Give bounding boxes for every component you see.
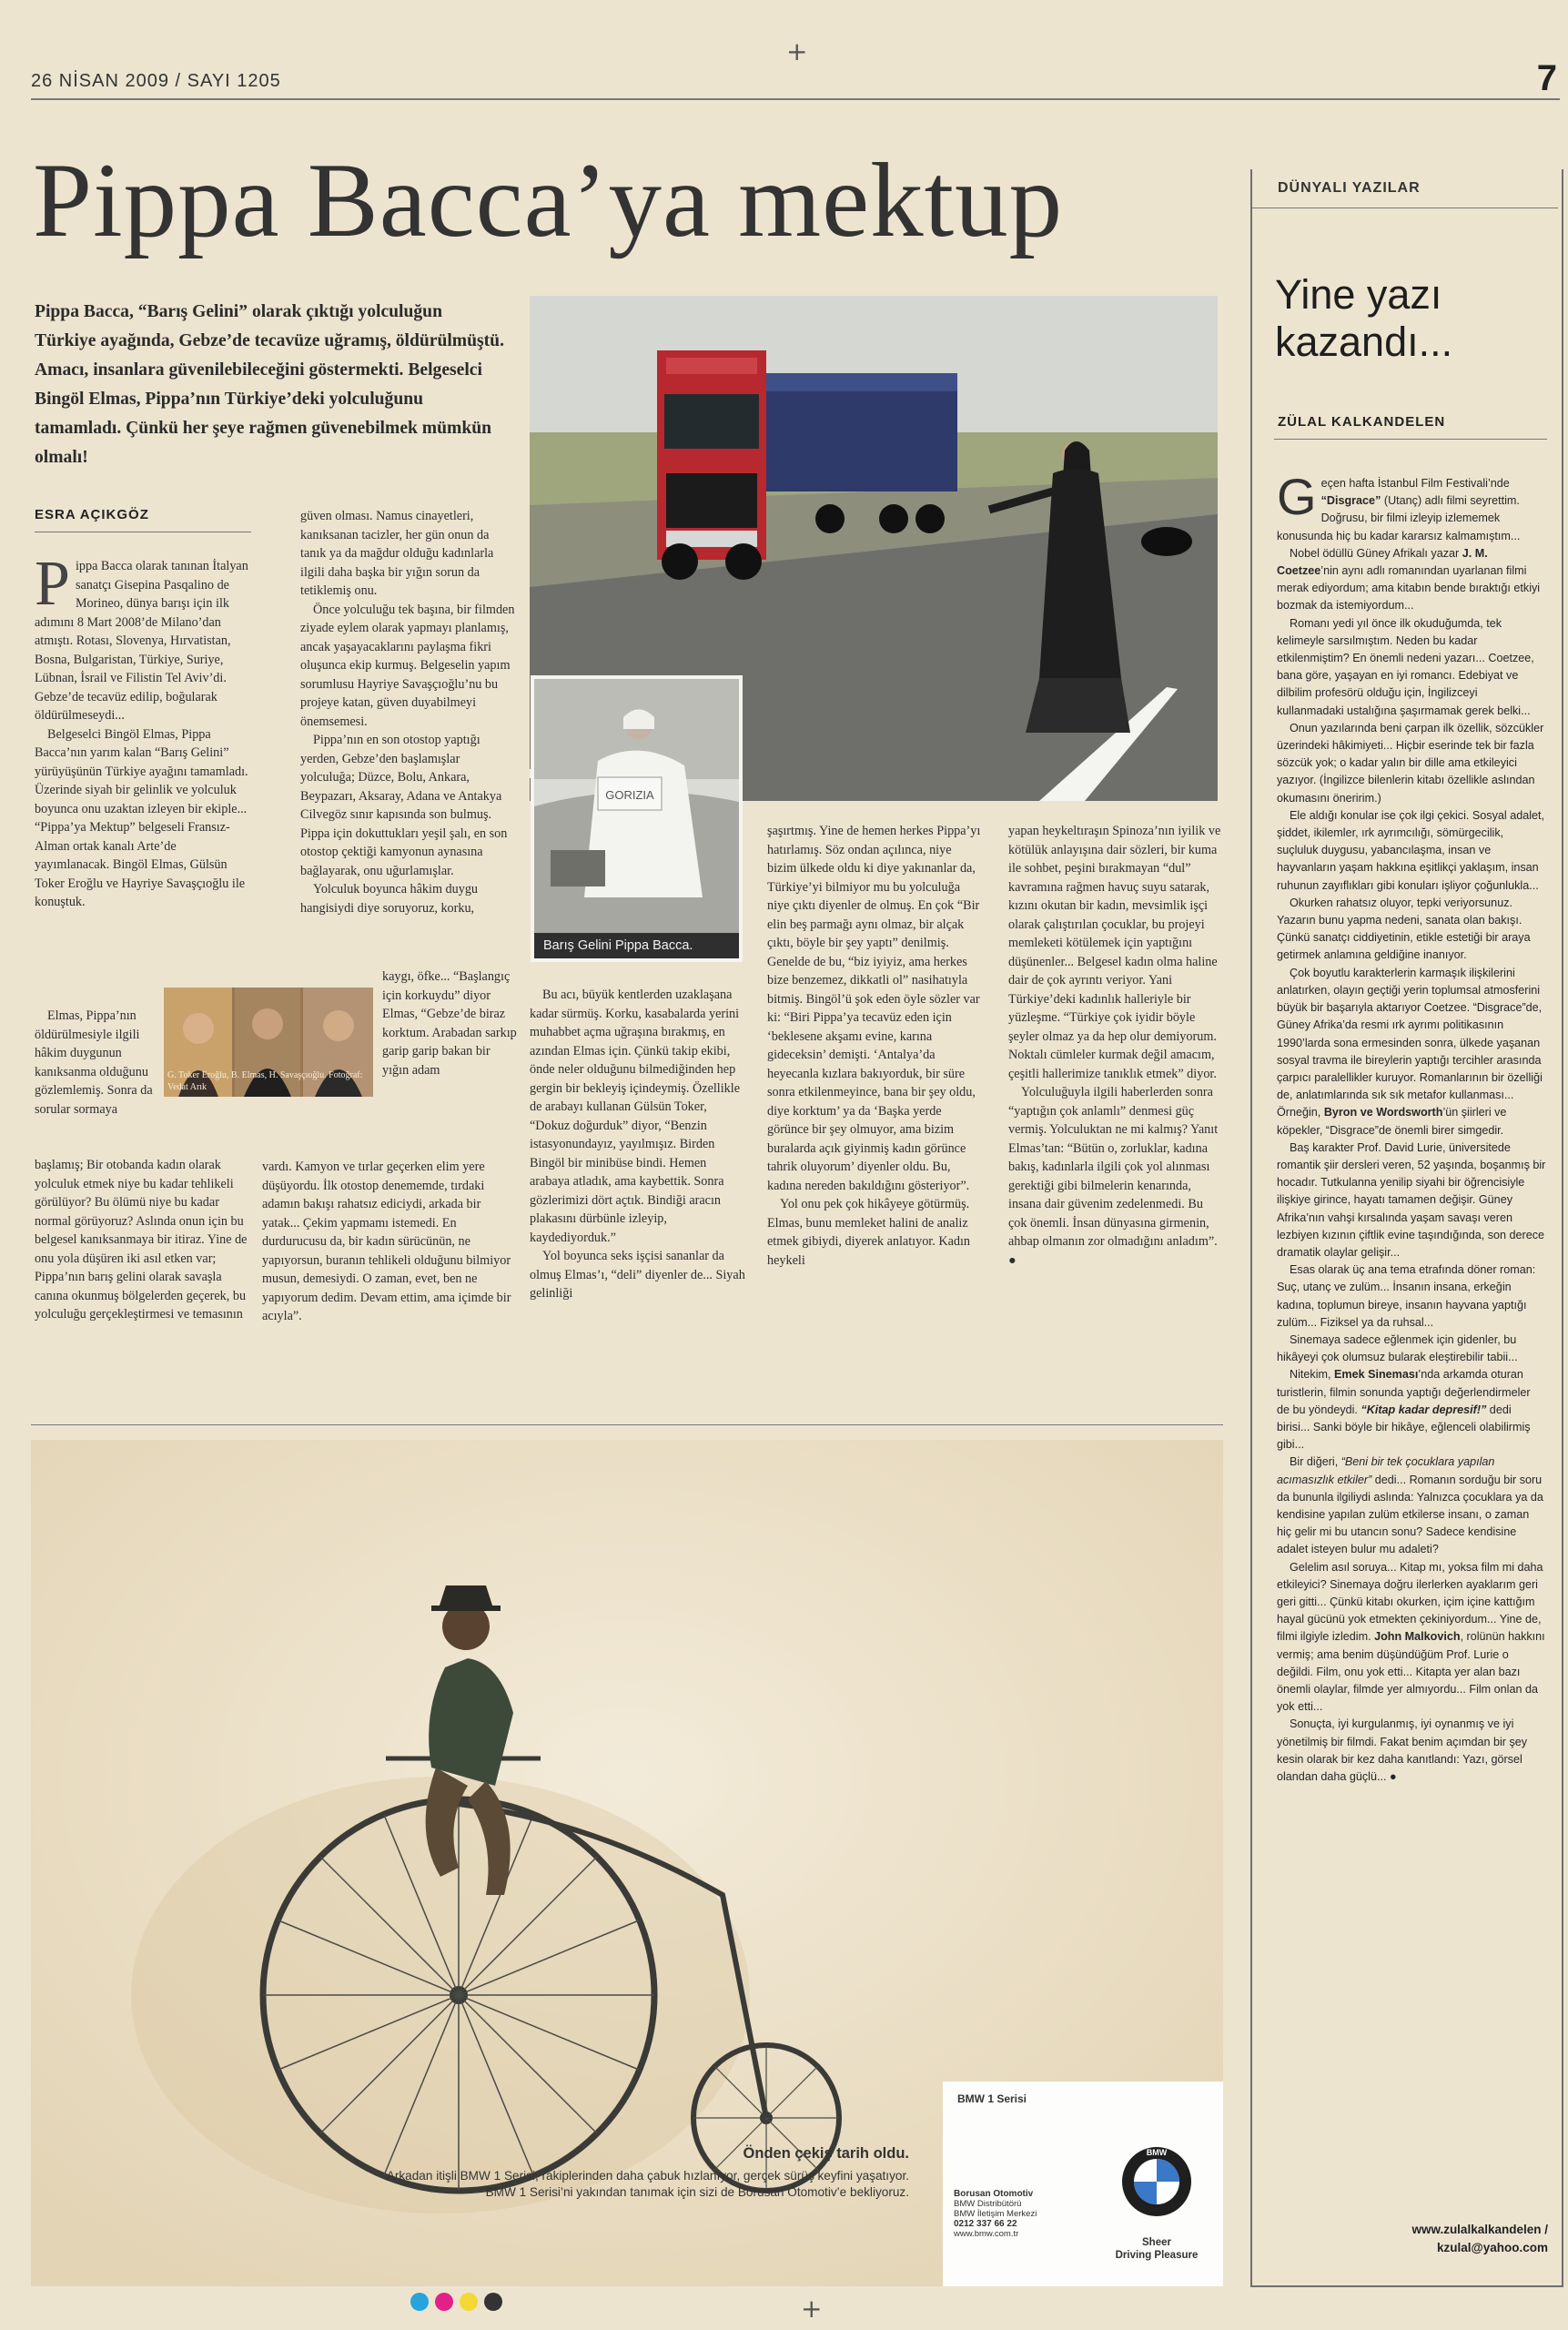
opinion-p7-bold: Byron ve Wordsworth [1323,1106,1443,1119]
interviewees-photo-caption: G. Toker Eroğlu, B. Elmas, H. Savaşçıoğlu. Fotoğraf: Vedat Arık [167,1070,363,1092]
article-column-1 [35,549,251,912]
opinion-author-rule [1274,439,1547,440]
opinion-p7-text: Çok boyutlu karakterlerin karmaşık ilişkilerini anlatırken, olayın geçtiği yerin toplumsal atmosferini büyük bir başarıyla aktarıyor Coetzee. “Disgrace”de, Güney Afrika’da resmi ırk ayrımı politikasının 1990’larda sona ermesinden sonra, ülkede yaşanan sosyal travma ile bireylerin yaptığı tercihler arasında çarpıcı paralellikler kuruyor. Romanlarının bir özelliği de, anlatımlarında sık sık metafor kullanması... Örneğin, [1277,966,1543,1119]
article-column-4 [767,822,984,1270]
registration-mark-top: + [786,36,808,66]
print-color-dot-magenta [435,2293,453,2311]
col1-paragraph-3a: Elmas, Pippa’nın öldürülmesiyle ilgili hâkim duygunun kanıksanma olduğunu gözlemlemiş. Sonra da sorular sormaya [35,1008,153,1117]
inset-photo-pippa [531,675,743,962]
col2-paragraph-3: Pippa’nın en son otostop yaptığı yerden, Gebze’den başlamışlar yolculuğa; Düzce, Bolu, Ankara, Beypazarı, Aksaray, Adana ve Antakya Cilvegöz sınır kapısında son bulmuş. Pippa için dokuttukları yeşil şalı, en son otostop çektiği kamyonun aynasına bağlayarak, onu uğurlamışlar. [300,733,508,878]
opinion-p11-quote: “Kitap kadar depresif!” [1361,1403,1487,1416]
inset-photo-illustration [534,679,739,958]
col5-paragraph-1: yapan heykeltıraşın Spinoza’nın iyilik ve kötülük anlayışına dair sözleri, bir kuma ile sohbet, peşini bırakmayan “dul” kavramına rağmen havuç suyu satarak, kızını okutan bir kadın, mevsimlik işçi olarak çalıştırılan çocuklar, bu projeyi memleketi kötülemek için yaptığını düşünenler... Belgesel kadın olma haline dair de çok ayrıntı veriyor. Yani Türkiye’deki kadınlık halleriyle bir yüzleşme. “Türkiye çok iyidir böyle şeyler olmaz ya da hep olur demiyorum. Noktalı cümleler kurmak değil amacım, çeşitli hallerimize tanıklık etmek” diyor. [1008,824,1221,1081]
opinion-p11-text: Nitekim, [1290,1368,1334,1382]
header-rule [31,98,1560,100]
col4-paragraph-1: şaşırtmış. Yine de hemen herkes Pippa’yı hatırlamış. Söz ondan açılınca, niye bizim ülkede oldu ki diye yakınanlar da, Türkiye’yi bilmiyor mu bu yolculuğa niye çıktı diyenler de olmuş. En çok “Bir elin beş parmağı aynı olmaz, bir alçak çıktı, böyle bir şey yaptı” denilmiş. Genelde de bu, “biz iyiyiz, ama herkes bize benzemez, dikkatli ol” nasihatıyla bitmiş. Bingöl’ü şok eden öyle sözler var ki: “Biri Pippa’ya tecavüz eden için ‘beklesene akşamı evine, karına gideceksin’ demişti. ‘Antalya’da heyecanla kızlara bakıyorduk, bir süre sonra etkilenmeyince, bana bir şey oldu, diye korktum’ ya da ‘Başka yerde görünce bir şey olmuyor, ama bizim buralarda açık giyinmiş kadın görünce tahrik oluyorum’ diyenler oldu. Bu, kadına nereden bakıldığını gösteriyor”. [767,824,981,1193]
opinion-p13-text-2: , rolünün hakkını vermiş; ama benim düşündüğüm Prof. Lurie o değildi. Film, onu yok etti... Kitapta yer alan bazı önemli olaylar, filmde yer almıyordu... Film onlan da yok etti... [1277,1630,1545,1714]
col1-paragraph-3b: başlamış; Bir otobanda kadın olarak yolculuk etmek niye bu kadar tehlikeli görülüyor? Bu ölümü niye bu kadar normal görüyoruz? Aslında onun için bu belgesel kanıksanmaya bir itiraz. Yine de onu yola düşüren iki asıl etken var; Pippa’nın barış gelini olarak savaşla canına okunmuş bölgelerden geçerek, bu yolculuğu gerçekleştirmesi ve temasının [35,1158,248,1322]
opinion-website: www.zulalkalkandelen / [1411,2223,1548,2236]
ad-dealer-web: www.bmw.com.tr [954,2229,1019,2239]
col1-paragraph-2: Belgeselci Bingöl Elmas, Pippa Bacca’nın yarım kalan “Barış Gelini” yürüyüşünün Türkiye ayağını tamamladı. Üzerinde siyah bir gelinlik ve yolculuk boyunca onu uzaktan izleyen bir ekiple... “Pippa’ya Mektup” belgeseli Fransız-Alman ortak kanalı Arte’de yayımlanacak. Bingöl Elmas, Gülsün Toker Eroğlu ve Hayriye Savaşçıoğlu ile konuştuk. [35,726,248,909]
opinion-p3: Romanı yedi yıl önce ilk okuduğumda, tek kelimeyle sarsılmıştım. Neden bu kadar etkilenmiştim? En önemli nedeni yazarı... Coetzee, bana göre, yaşayan en iyi romancı. Edebiyat ve dilbilim profesörü olduğu için, İngilizceyi kullanmadaki ustalığına şaşırmamak gerek belki... [1277,616,1534,717]
ad-info-panel [943,2082,1223,2286]
opinion-author: ZÜLAL KALKANDELEN [1278,414,1446,430]
inset-sign-text: GORIZIA [605,788,654,802]
opinion-signature [1333,2221,1548,2257]
article-headline: Pippa Bacca’ya mektup [33,142,1064,259]
opinion-p2-bold: J. M. Coetzee [1277,546,1488,578]
opinion-p11-text-2: ’nda arkamda oturan turistlerin, filmin sonunda yaptığı değerlendirmeler de bu yöndeydi. [1277,1368,1531,1416]
article-column-1-bottom [35,1156,251,1324]
col1-paragraph-1: ippa Bacca olarak tanınan İtalyan sanatçı Gisepina Pasqalino de Morineo, dünya barışı için ilk adımını 8 Mart 2008’de Milano’dan atmıştı. Rotası, Slovenya, Hırvatistan, Bosna, Bulgaristan, Türkiye, Suriye, Lübnan, İsrail ve Filistin Tel Aviv’di. Gebze’de tecavüz edilip, boğularak öldürülmeseydi... [35,559,248,723]
section-label: DÜNYALI YAZILAR [1278,180,1421,196]
bmw-logo-text: BMW [1146,2148,1168,2157]
ad-copy [131,2168,909,2201]
article-column-2-narrow [382,967,519,1079]
opinion-p1-text-2: (Utanç) adlı filmi seyrettim. Doğrusu, bir filmi izleyip izlememek konusunda hiç bu kadar kararsız kalmamıştım... [1277,494,1521,542]
opinion-p9: Esas olarak üç ana tema etrafında döner roman: Suç, utanç ve zulüm... İnsanın insana, erkeğin kadına, toplumun bireye, insanın hayvana yaptığı zulüm... Fiziksel ya da ruhsal... [1277,1263,1536,1329]
registration-mark-bottom: + [801,2294,823,2324]
article-bottom-rule [31,1424,1223,1425]
ad-dealer-info [954,2189,1081,2239]
col4-paragraph-2: Yol onu pek çok hikâyeye götürmüş. Elmas, bunu memleket halini de analiz etmek gibiydi, diyerek anlatıyor. Kadın heykeli [767,1197,971,1268]
col3-paragraph-2: Yol boyunca seks işçisi sananlar da olmuş Elmas’ı, “deli” diyenler de... Siyah gelinliği [530,1249,745,1301]
ad-dealer-phone: 0212 337 66 22 [954,2219,1017,2229]
ad-slogan-line-2: Driving Pleasure [1115,2250,1199,2261]
opinion-p4: Onun yazılarında beni çarpan ilk özellik, sözcükler üzerindeki hâkimiyeti... Hiçbir eserinde tek bir fazla sözcük yok; o kadar yalın bir dille ama etkileyici yazıyor. (İngilizce bilenlerin kitabı özellikle aslından okumasını öneririm.) [1277,721,1544,805]
opinion-body [1277,468,1546,1786]
article-byline: ESRA AÇIKGÖZ [35,507,149,522]
opinion-p1-text: eçen hafta İstanbul Film Festivali’nde [1320,477,1510,490]
drop-cap: P [35,549,70,619]
opinion-p7-text-2: ’ün şiirleri ve köpekler, “Disgrace”de önemli birer simgedir. [1277,1106,1507,1137]
print-color-dot-cyan [410,2293,429,2311]
opinion-end-mark: ● [1389,1770,1397,1784]
ad-slogan [1107,2236,1207,2262]
opinion-p14: Sonuçta, iyi kurgulanmış, iyi oynanmış ve iyi yönetilmiş bir filmdi. Fakat benim açımdan bir şey kesin olarak bir kez daha kanıtlandı: Yazı, görsel olandan daha güçlü... [1277,1717,1528,1784]
ad-dealer-name: Borusan Otomotiv [954,2189,1034,2199]
col5-paragraph-2: Yolculuğuyla ilgili haberlerden sonra “yaptığın çok anlamlı” denmesi güç vermiş. Yolculuktan ne mi kalmış? Yanıt Elmas’tan: “Bütün o, zorluklar, kadına bakış, kadınlarla ilgili çok yol alınması gerektiği gibi bilmelerin kenarında, insana dair güvenim zedelenmedi. Bu çok önemli. İnsan dünyasına girmenin, ahbap olmanın zor olmadığını anladım”. [1008,1085,1219,1249]
article-column-2 [300,507,517,917]
opinion-p13-bold: John Malkovich [1374,1630,1461,1644]
opinion-p2-text: Nobel ödüllü Güney Afrikalı yazar [1290,546,1462,560]
opinion-p12-text: Bir diğeri, [1290,1455,1341,1469]
opinion-email: kzulal@yahoo.com [1437,2241,1548,2254]
opinion-p10: Sinemaya sadece eğlenmek için gidenler, bu hikâyeyi çok olumsuz bularak eleştirebilir tabii... [1277,1332,1518,1364]
opinion-p12-text-2: dedi... Romanın sorduğu bir soru da bununla ilgiliydi aslında: Yalnızca çocuklara ya da kendisine yapılan zulüm etkilerse insanı, o zaman hiç gelir mi bu utancın sonu? Sadece kendisine adalet isteyen bulur mu adaleti? [1277,1473,1543,1556]
opinion-title-line-2: kazandı... [1275,319,1453,365]
ad-dealer-line-3: BMW İletişim Merkezi [954,2209,1037,2219]
article-column-3 [530,986,746,1303]
print-color-dot-black [484,2293,502,2311]
bmw-advertisement [31,1440,1223,2286]
ad-copy-line-2: BMW 1 Serisi’ni yakından tanımak için sizi de Borusan Otomotiv’e bekliyoruz. [485,2185,909,2199]
col2-paragraph-4c: vardı. Kamyon ve tırlar geçerken elim yere düşüyordu. İlk otostop denememde, tırdaki adamın bakışı rahatsız ediciydi, arkada bir yatak... Çekim yapmamı istemedi. En durdurucusu da, bir kadın sürücünün, ne yapıyorsun, buranın tehlikeli olduğunu bilmiyor musun, demesiydi. O zaman, evet, ben ne yapıyorum dedim. Devam ettim, ama içimde bir acıyla”. [262,1160,511,1323]
page-number: 7 [1536,58,1557,98]
opinion-p11-text-3: dedi birisi... Sanki böyle bir hikâye, eğlenceli olabilirmiş gibi... [1277,1403,1531,1452]
article-column-1-narrow [35,1007,153,1119]
opinion-p6: Okurken rahatsız oluyor, tepki veriyorsunuz. Yazarın bunu yapma nedeni, sanata olan bakışı. Çünkü sanatçı ciddiyetinin, etikle estetiği bir araya getirmek anlamına geldiğine inanıyor. [1277,896,1531,962]
col2-paragraph-2: Önce yolculuğu tek başına, bir filmden ziyade eylem olarak yapmayı planlamış, ancak yaşayacaklarını paylaşma fikri oluşunca ekip kurmuş. Belgeselin yapım sorumlusu Hayriye Savaşçıoğlu’nu bu projeye katan, güven duyabilmeyi önemsemesi. [300,602,515,729]
bmw-logo-icon [1120,2145,1193,2218]
print-color-dot-yellow [460,2293,478,2311]
opinion-p12-quote: “Beni bir tek çocuklara yapılan acımasızlık etkiler” [1277,1455,1495,1486]
article-column-5 [1008,822,1221,1270]
opinion-p2-text-2: ’nin aynı adlı romanından uyarlanan filmi merak ediyordum; ama kitabın bende bıraktığı etkiyi bozmak da istemiyordum... [1277,564,1541,613]
interviewees-photo [164,988,373,1097]
ad-copy-line-1: Arkadan itişli BMW 1 Serisi, rakiplerinden daha çabuk hızlanıyor, gerçek sürüş keyfini yaşatıyor. [386,2169,909,2183]
ad-dealer-line-2: BMW Distribütörü [954,2199,1022,2209]
article-column-2-bottom [262,1158,519,1326]
opinion-title-line-1: Yine yazı [1275,271,1442,318]
inset-photo-caption: Barış Gelini Pippa Bacca. [534,933,739,958]
ad-series-label: BMW 1 Serisi [957,2092,1027,2105]
ad-slogan-line-1: Sheer [1142,2237,1171,2248]
opinion-p1-bold: “Disgrace” [1320,494,1381,508]
print-color-marks [410,2293,509,2315]
opinion-p11-bold: Emek Sineması [1333,1368,1419,1382]
opinion-p5: Ele aldığı konular ise çok ilgi çekici. Sosyal adalet, şiddet, ikilemler, ırk ayrımcılığı, sömürgecilik, suçluluk duygusu, yabancılaşma, insan ve hayvanların yaşam hakkına eşitlikçi yaklaşım, insan ruhunun zayıflıkları gibi konuları işliyor çoğunlukla... [1277,808,1545,892]
opinion-p13-text: Gelelim asıl soruya... Kitap mı, yoksa film mi daha etkileyici? Sinemaya doğru ilerlerken ayaklarım geri geri gitti... Çünkü kitabı okurken, içim içine kattığım hayal gücünü yok etmekten çekiniyordum... Yine de, filmi ilgiyle izledim. [1277,1560,1543,1644]
opinion-drop-cap: G [1277,468,1317,525]
opinion-title [1275,271,1548,366]
article-end-mark: ● [1008,1252,1017,1268]
col3-paragraph-1: Bu acı, büyük kentlerden uzaklaşana kadar sürmüş. Korku, kasabalarda yerini muhabbet açma uğraşına bırakmış, en azından Elmas için. Çünkü takip ekibi, önde neler olduğunu bilmediğinden hep gergin bir bekleyiş içindeymiş. Özellikle de arabayı kullanan Gülsün Toker, “Dokuz doğurduk” diyor, “Benzin istasyonundayız, yayılmışız. Birden Bingöl bir minibüse bindi. Hemen arabaya atladık, ama kaybettik. Sonra gözlerimizi dört açtık. Bindiği aracın plakasını dürbünle izleyip, kaydediyorduk.” [530,988,741,1245]
col2-paragraph-4b: kaygı, öfke... “Başlangıç için korkuydu” diyor Elmas, “Gebze’de biraz korktum. Arabadan sarkıp garip garip bakan bir yığın adam [382,969,517,1078]
col2-paragraph-4a: Yolculuk boyunca hâkim duygu hangisiydi diye soruyoruz, korku, [300,882,479,916]
issue-date: 26 NİSAN 2009 / SAYI 1205 [31,71,281,91]
col2-paragraph-1: güven olması. Namus cinayetleri, kanıksanan tacizler, her gün onun da tanık ya da mağdur olduğu kadınlarla ilgili daha başka bir yığın sorun da tetiklemiş onu. [300,509,494,598]
ad-headline: Önden çekiş tarih oldu. [743,2145,909,2162]
article-lead: Pippa Bacca, “Barış Gelini” olarak çıktığı yolculuğun Türkiye ayağında, Gebze’de tecavüze uğramış, öldürülmüştü. Amacı, insanlara güvenilebileceğini göstermekti. Belgeselci Bingöl Elmas, Pippa’nın Türkiye’deki yolculuğunu tamamladı. Çünkü her şeye rağmen güvenebilmek mümkün olmalı! [35,302,504,467]
opinion-p8: Baş karakter Prof. David Lurie, üniversitede romantik şiir dersleri veren, 52 yaşında, boşanmış bir hocadır. Tutkulanna yenilip siyahi bir öğrencisiyle ilişkiye girince, hayatı tamamen değişir. Güney Afrika’nın vahşi kırsalında yaşam savaşı veren lezbiyen kızının çiftlik evine taşındığında, son derece dramatik olaylar gelişir... [1277,1140,1546,1259]
